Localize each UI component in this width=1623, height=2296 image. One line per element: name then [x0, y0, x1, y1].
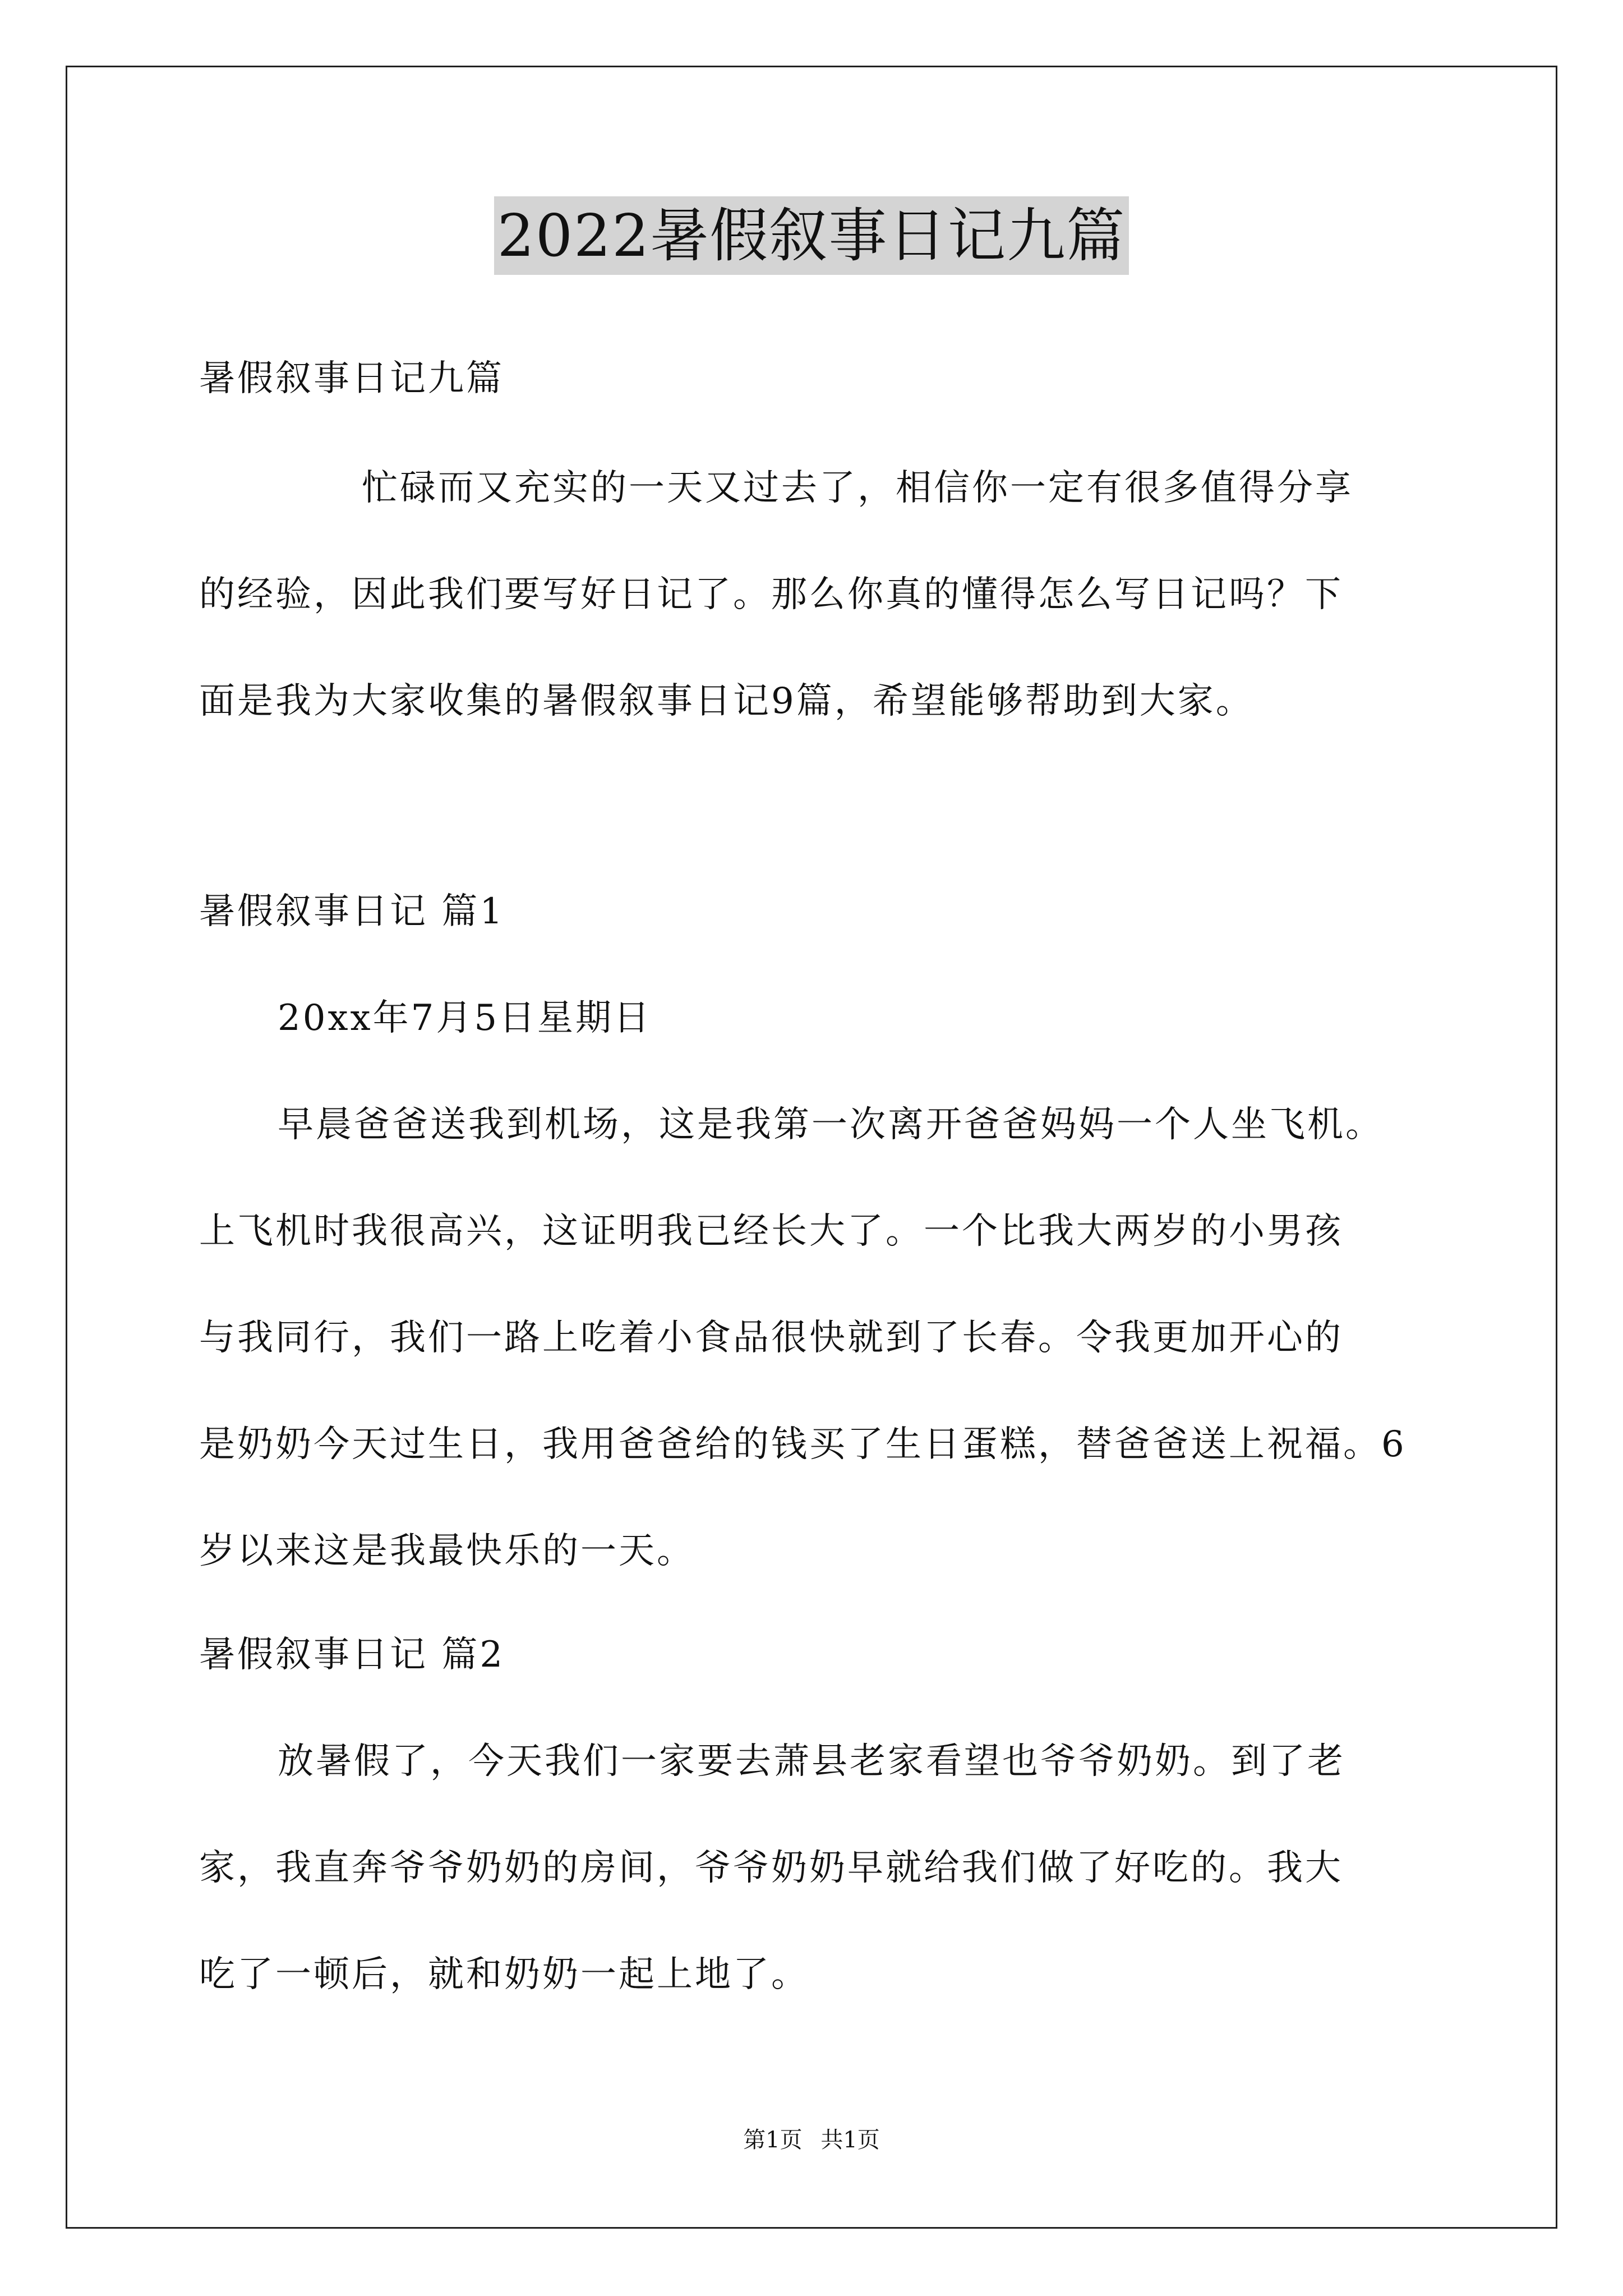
entry1-heading: 暑假叙事日记 篇1: [199, 891, 505, 932]
entry1-line-1: 早晨爸爸送我到机场，这是我第一次离开爸爸妈妈一个人坐飞机。: [278, 1104, 1384, 1145]
intro-line-3: 面是我为大家收集的暑假叙事日记9篇，希望能够帮助到大家。: [199, 680, 1254, 722]
entry1-date: 20xx年7月5日星期日: [278, 997, 652, 1039]
page-total: 共1页: [820, 2127, 880, 2153]
entry1-line-2: 上飞机时我很高兴，这证明我已经长大了。一个比我大两岁的小男孩: [199, 1211, 1343, 1252]
entry2-line-3: 吃了一顿后，就和奶奶一起上地了。: [199, 1954, 809, 1995]
entry2-line-1: 放暑假了，今天我们一家要去萧县老家看望也爷爷奶奶。到了老: [278, 1741, 1345, 1782]
page-footer: [0, 2126, 1623, 2154]
entry1-line-4: 是奶奶今天过生日，我用爸爸给的钱买了生日蛋糕，替爸爸送上祝福。6: [199, 1424, 1407, 1465]
subtitle: 暑假叙事日记九篇: [199, 358, 504, 399]
document-title: 2022暑假叙事日记九篇: [494, 196, 1129, 275]
title-wrap: [0, 196, 1623, 275]
page-number: 第1页: [743, 2127, 803, 2153]
entry2-heading: 暑假叙事日记 篇2: [199, 1634, 505, 1676]
entry2-line-2: 家，我直奔爷爷奶奶的房间，爷爷奶奶早就给我们做了好吃的。我大: [199, 1847, 1343, 1889]
intro-line-2: 的经验，因此我们要写好日记了。那么你真的懂得怎么写日记吗？下: [199, 574, 1343, 615]
entry1-line-3: 与我同行，我们一路上吃着小食品很快就到了长春。令我更加开心的: [199, 1317, 1343, 1359]
entry1-line-5: 岁以来这是我最快乐的一天。: [199, 1530, 695, 1572]
intro-line-1: 忙碌而又充实的一天又过去了，相信你一定有很多值得分享: [362, 467, 1353, 509]
